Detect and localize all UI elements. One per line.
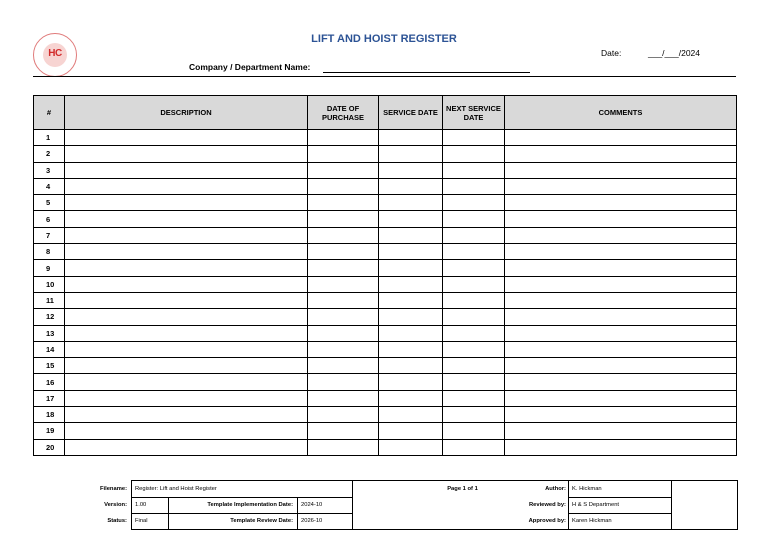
row-number: 6: [34, 211, 65, 227]
date-of-purchase-cell[interactable]: [308, 146, 379, 162]
description-cell[interactable]: [65, 130, 308, 146]
date-of-purchase-cell[interactable]: [308, 325, 379, 341]
comments-cell[interactable]: [505, 407, 737, 423]
next-service-date-cell[interactable]: [443, 227, 505, 243]
table-row: [34, 178, 737, 194]
table-row: [34, 276, 737, 292]
row-number: 8: [34, 244, 65, 260]
date-of-purchase-cell[interactable]: [308, 211, 379, 227]
row-number: 7: [34, 227, 65, 243]
footer-status-label: Status:: [107, 518, 127, 524]
description-cell[interactable]: [65, 244, 308, 260]
service-date-cell[interactable]: [379, 358, 443, 374]
footer-impl-label: Template Implementation Date:: [207, 502, 293, 508]
next-service-date-cell[interactable]: [443, 407, 505, 423]
comments-cell[interactable]: [505, 130, 737, 146]
footer-impl-date: 2024-10: [301, 502, 323, 508]
description-cell[interactable]: [65, 146, 308, 162]
description-cell[interactable]: [65, 374, 308, 390]
service-date-cell[interactable]: [379, 374, 443, 390]
row-number: 11: [34, 292, 65, 308]
footer-reviewed: H & S Department: [572, 502, 620, 508]
table-row: [34, 374, 737, 390]
row-number: 18: [34, 407, 65, 423]
table-row: [34, 439, 737, 455]
service-date-cell[interactable]: [379, 146, 443, 162]
comments-cell[interactable]: [505, 227, 737, 243]
row-number: 1: [34, 130, 65, 146]
service-date-cell[interactable]: [379, 260, 443, 276]
table-row: [34, 325, 737, 341]
next-service-date-cell[interactable]: [443, 423, 505, 439]
description-cell[interactable]: [65, 423, 308, 439]
row-number: 4: [34, 178, 65, 194]
row-number: 13: [34, 325, 65, 341]
comments-cell[interactable]: [505, 292, 737, 308]
description-cell[interactable]: [65, 390, 308, 406]
next-service-date-cell[interactable]: [443, 341, 505, 357]
description-cell[interactable]: [65, 407, 308, 423]
table-row: [34, 341, 737, 357]
date-label: Date:: [601, 48, 622, 58]
next-service-date-cell[interactable]: [443, 374, 505, 390]
column-header-service-date: SERVICE DATE: [379, 96, 443, 130]
service-date-cell[interactable]: [379, 227, 443, 243]
row-number: 14: [34, 341, 65, 357]
table-row: [34, 260, 737, 276]
table-row: [34, 292, 737, 308]
comments-cell[interactable]: [505, 341, 737, 357]
column-header-description: DESCRIPTION: [65, 96, 308, 130]
footer-approved: Karen Hickman: [572, 518, 612, 524]
row-number: 9: [34, 260, 65, 276]
table-row: [34, 130, 737, 146]
table-row: [34, 390, 737, 406]
date-of-purchase-cell[interactable]: [308, 309, 379, 325]
comments-cell[interactable]: [505, 178, 737, 194]
service-date-cell[interactable]: [379, 341, 443, 357]
service-date-cell[interactable]: [379, 162, 443, 178]
comments-cell[interactable]: [505, 162, 737, 178]
comments-cell[interactable]: [505, 276, 737, 292]
footer-text: [86, 480, 738, 530]
date-field[interactable]: ___/___/2024: [648, 48, 700, 58]
service-date-cell[interactable]: [379, 178, 443, 194]
next-service-date-cell[interactable]: [443, 439, 505, 455]
date-of-purchase-cell[interactable]: [308, 260, 379, 276]
footer-review-date: 2026-10: [301, 518, 323, 524]
service-date-cell[interactable]: [379, 244, 443, 260]
row-number: 20: [34, 439, 65, 455]
footer-reviewed-label: Reviewed by:: [528, 502, 566, 508]
footer-filename: Register: Lift and Hoist Register: [135, 486, 217, 492]
date-of-purchase-cell[interactable]: [308, 439, 379, 455]
row-number: 19: [34, 423, 65, 439]
column-header-date-of-purchase: DATE OF PURCHASE: [308, 96, 379, 130]
next-service-date-cell[interactable]: [443, 146, 505, 162]
comments-cell[interactable]: [505, 390, 737, 406]
date-of-purchase-cell[interactable]: [308, 292, 379, 308]
row-number: 12: [34, 309, 65, 325]
description-cell[interactable]: [65, 292, 308, 308]
service-date-cell[interactable]: [379, 390, 443, 406]
date-of-purchase-cell[interactable]: [308, 341, 379, 357]
company-label: Company / Department Name:: [189, 62, 311, 72]
table-header-row: [34, 96, 737, 130]
service-date-cell[interactable]: [379, 211, 443, 227]
description-cell[interactable]: [65, 341, 308, 357]
comments-cell[interactable]: [505, 309, 737, 325]
company-name-field[interactable]: [323, 72, 530, 73]
service-date-cell[interactable]: [379, 439, 443, 455]
date-of-purchase-cell[interactable]: [308, 390, 379, 406]
row-number: 2: [34, 146, 65, 162]
comments-cell[interactable]: [505, 195, 737, 211]
table-row: [34, 162, 737, 178]
date-of-purchase-cell[interactable]: [308, 195, 379, 211]
next-service-date-cell[interactable]: [443, 325, 505, 341]
next-service-date-cell[interactable]: [443, 276, 505, 292]
logo-text: HC: [48, 48, 62, 59]
table-row: [34, 195, 737, 211]
date-of-purchase-cell[interactable]: [308, 358, 379, 374]
description-cell[interactable]: [65, 309, 308, 325]
page-title: LIFT AND HOIST REGISTER: [311, 33, 457, 45]
comments-cell[interactable]: [505, 211, 737, 227]
next-service-date-cell[interactable]: [443, 178, 505, 194]
date-of-purchase-cell[interactable]: [308, 227, 379, 243]
next-service-date-cell[interactable]: [443, 260, 505, 276]
date-of-purchase-cell[interactable]: [308, 130, 379, 146]
comments-cell[interactable]: [505, 260, 737, 276]
description-cell[interactable]: [65, 178, 308, 194]
column-header-number: #: [34, 96, 65, 130]
description-cell[interactable]: [65, 439, 308, 455]
service-date-cell[interactable]: [379, 195, 443, 211]
service-date-cell[interactable]: [379, 276, 443, 292]
date-of-purchase-cell[interactable]: [308, 374, 379, 390]
description-cell[interactable]: [65, 227, 308, 243]
column-header-comments: COMMENTS: [505, 96, 737, 130]
row-number: 3: [34, 162, 65, 178]
row-number: 15: [34, 358, 65, 374]
service-date-cell[interactable]: [379, 325, 443, 341]
service-date-cell[interactable]: [379, 423, 443, 439]
next-service-date-cell[interactable]: [443, 292, 505, 308]
description-cell[interactable]: [65, 325, 308, 341]
description-cell[interactable]: [65, 276, 308, 292]
description-cell[interactable]: [65, 260, 308, 276]
date-of-purchase-cell[interactable]: [308, 178, 379, 194]
footer-page: Page 1 of 1: [447, 486, 478, 492]
service-date-cell[interactable]: [379, 407, 443, 423]
date-of-purchase-cell[interactable]: [308, 407, 379, 423]
footer-filename-label: Filename:: [99, 486, 127, 492]
footer-author: K. Hickman: [572, 486, 602, 492]
footer-approved-label: Approved by:: [528, 518, 566, 524]
description-cell[interactable]: [65, 195, 308, 211]
next-service-date-cell[interactable]: [443, 130, 505, 146]
footer-status: Final: [135, 518, 148, 524]
description-cell[interactable]: [65, 358, 308, 374]
service-date-cell[interactable]: [379, 130, 443, 146]
description-cell[interactable]: [65, 211, 308, 227]
column-header-next-service-date: NEXT SERVICE DATE: [443, 96, 505, 130]
register-table: [33, 95, 737, 456]
service-date-cell[interactable]: [379, 292, 443, 308]
next-service-date-cell[interactable]: [443, 195, 505, 211]
comments-cell[interactable]: [505, 439, 737, 455]
table-row: [34, 244, 737, 260]
next-service-date-cell[interactable]: [443, 309, 505, 325]
footer-review-label: Template Review Date:: [230, 518, 293, 524]
next-service-date-cell[interactable]: [443, 162, 505, 178]
comments-cell[interactable]: [505, 374, 737, 390]
table-row: [34, 423, 737, 439]
row-number: 16: [34, 374, 65, 390]
table-row: [34, 146, 737, 162]
comments-cell[interactable]: [505, 244, 737, 260]
table-row: [34, 227, 737, 243]
comments-cell[interactable]: [505, 423, 737, 439]
row-number: 10: [34, 276, 65, 292]
comments-cell[interactable]: [505, 358, 737, 374]
next-service-date-cell[interactable]: [443, 358, 505, 374]
footer-version-label: Version:: [104, 502, 127, 508]
description-cell[interactable]: [65, 162, 308, 178]
footer-version: 1.00: [135, 502, 147, 508]
service-date-cell[interactable]: [379, 309, 443, 325]
table-row: [34, 407, 737, 423]
table-row: [34, 358, 737, 374]
date-of-purchase-cell[interactable]: [308, 276, 379, 292]
next-service-date-cell[interactable]: [443, 211, 505, 227]
comments-cell[interactable]: [505, 325, 737, 341]
date-of-purchase-cell[interactable]: [308, 162, 379, 178]
table-row: [34, 309, 737, 325]
comments-cell[interactable]: [505, 146, 737, 162]
date-of-purchase-cell[interactable]: [308, 244, 379, 260]
row-number: 17: [34, 390, 65, 406]
date-of-purchase-cell[interactable]: [308, 423, 379, 439]
next-service-date-cell[interactable]: [443, 390, 505, 406]
footer-author-label: Author:: [545, 486, 566, 492]
row-number: 5: [34, 195, 65, 211]
next-service-date-cell[interactable]: [443, 244, 505, 260]
table-row: [34, 211, 737, 227]
header-divider: [33, 76, 736, 77]
